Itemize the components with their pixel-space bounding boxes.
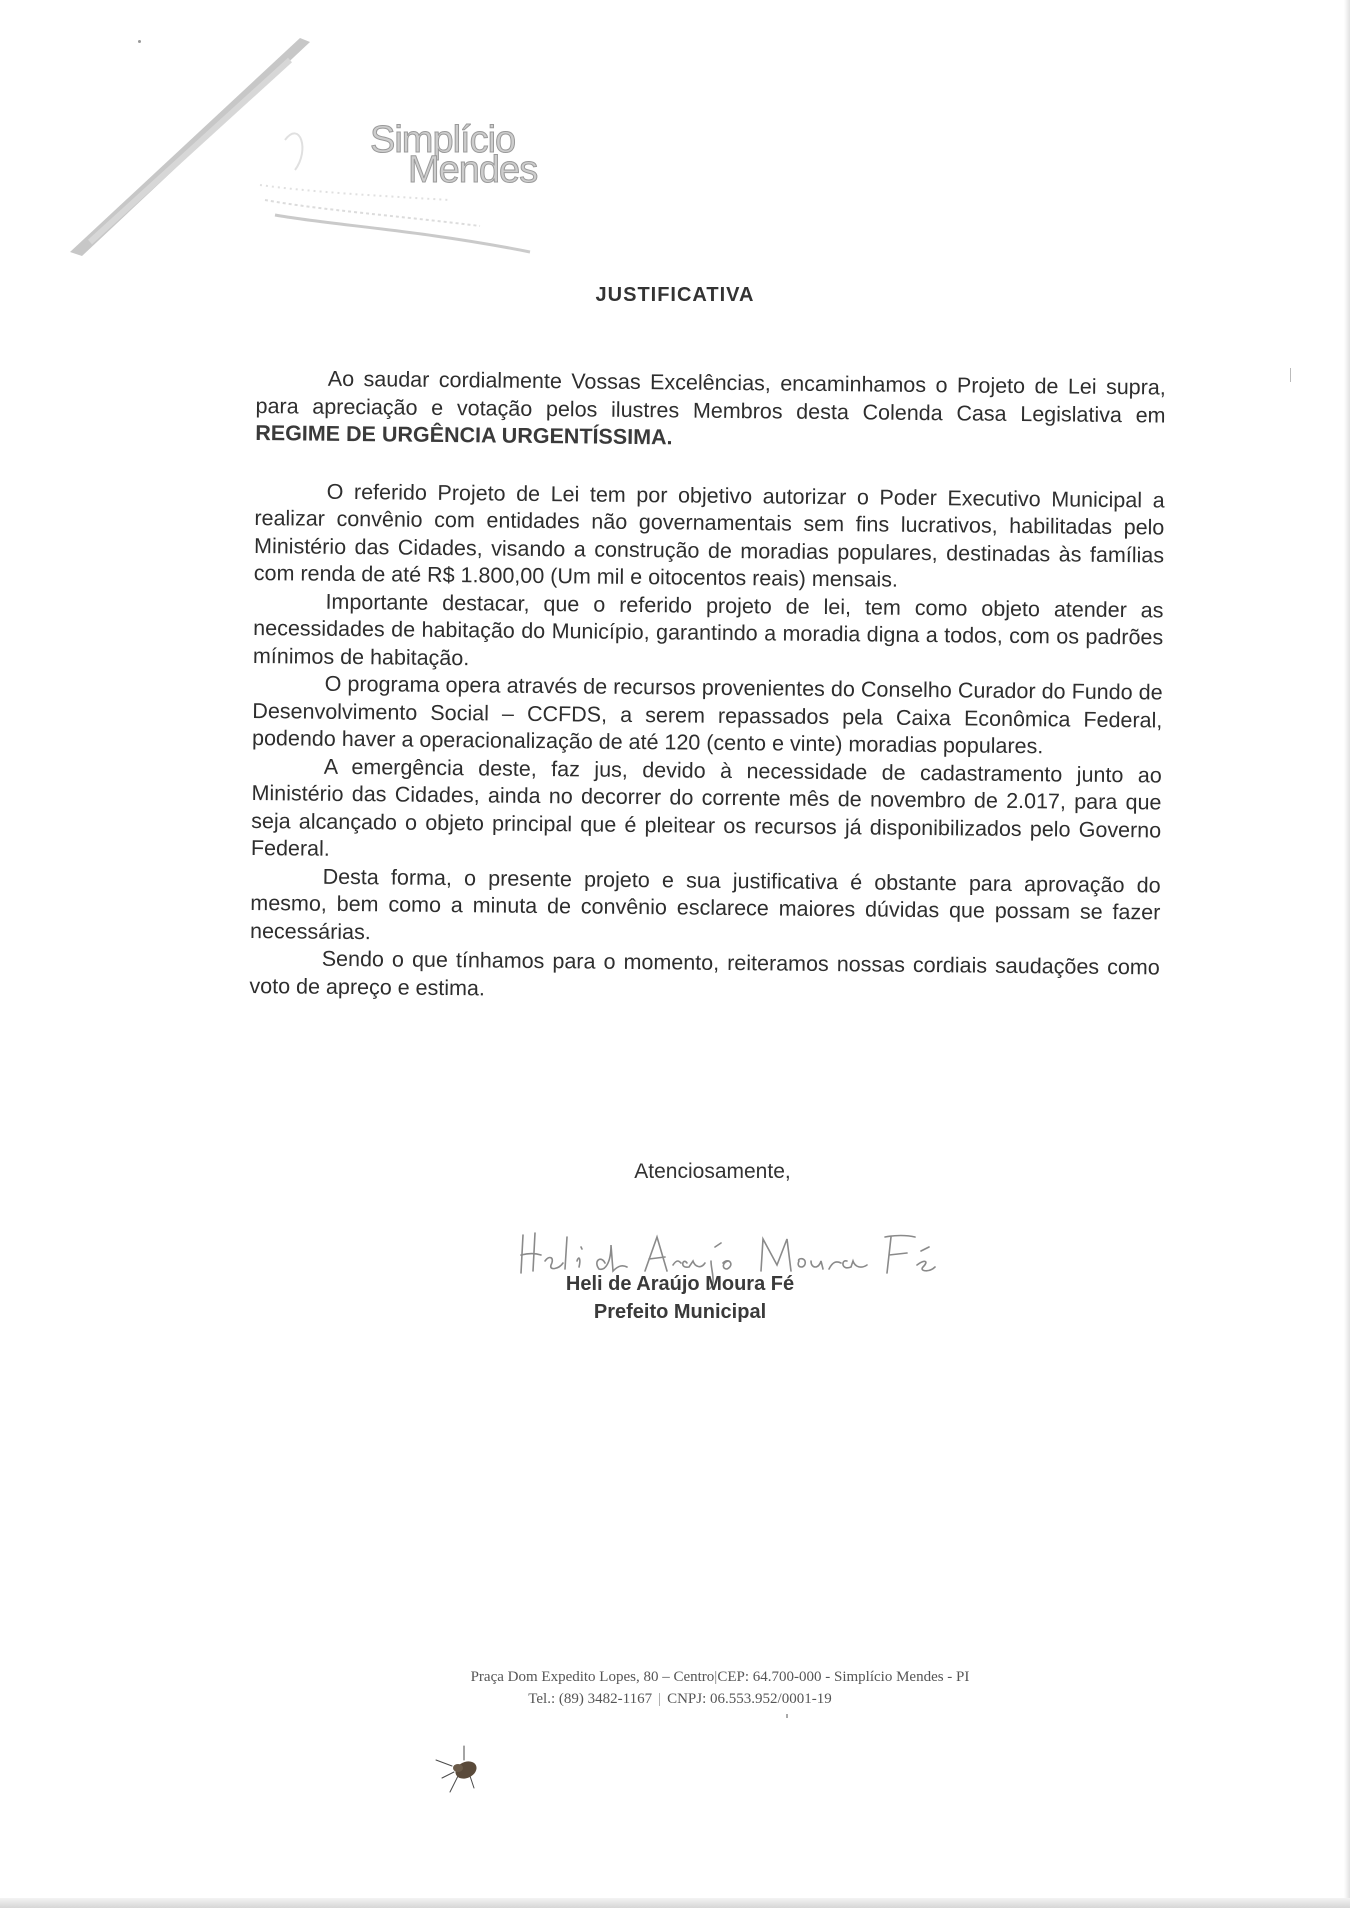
logo-wordmark [370,119,590,191]
closing-text: Atenciosamente, [634,1160,791,1183]
document-title: JUSTIFICATIVA [595,284,755,306]
paragraph-4: O programa opera através de recursos provenientes do Conselho Curador do Fundo de Desenvolvimento Social – CCFDS, a serem repassados pela Caixa Econômica Federal, podendo haver a operacionalização de até 120 (cento e vinte) moradias populares. [251,671,1163,759]
footer-phone: Tel.: (89) 3482-1167 [528,1691,653,1707]
footer-line-2 [10,1688,1350,1710]
footer-separator-1: | [714,1669,718,1685]
scan-speck [786,1714,788,1718]
footer-separator-2: | [658,1691,662,1707]
signer-name: Heli de Araújo Moura Fé [565,1273,795,1295]
paragraph-6: Desta forma, o presente projeto e sua justificativa é obstante para aprovação do mesmo, bem como a minuta de convênio esclarece maiores dúvidas que possam se fazer necessárias. [249,864,1161,944]
paragraph-5: A emergência deste, faz jus, devido à necessidade de cadastramento junto ao Ministério das Cidades, ainda no decorrer do corrente mês de novembro de 2.017, para que seja alcançado o objeto principal que é pleitear os recursos já disponibilizados pelo Governo Federal. [250,754,1162,861]
paragraph-7: Sendo o que tínhamos para o momento, reiteramos nossas cordiais saudações como voto de apreço e estima. [249,946,1160,1000]
scan-speck [1290,368,1291,382]
footer-line-1 [90,1666,1350,1688]
scan-edge-bottom [0,1898,1350,1908]
logo-line-2: Mendes [408,149,538,191]
urgency-emphasis: REGIME DE URGÊNCIA URGENTÍSSIMA. [255,420,673,450]
signer-title: Prefeito Municipal [593,1301,767,1323]
scan-speck [138,40,141,43]
paragraph-1 [255,365,1166,457]
insect-smudge-icon [428,1738,498,1798]
footer-address-prefix: Praça Dom Expedito Lopes, 80 – Centro [470,1669,715,1685]
closing-salutation [0,1160,1350,1184]
signer-block [0,1270,1350,1326]
paragraph-2: O referido Projeto de Lei tem por objetivo autorizar o Poder Executivo Municipal a realizar convênio com entidades não governamentais sem fins lucrativos, habilitadas pelo Ministério das Cidades, visando a construção de moradias populares, destinadas às famílias com renda de até R$ 1.800,00 (Um mil e oitocentos reais) mensais. [253,479,1165,592]
footer-cnpj: CNPJ: 06.553.952/0001-19 [667,1691,832,1707]
paragraph-1-text: Ao saudar cordialmente Vossas Excelências, encaminhamos o Projeto de Lei supra, para apreciação e votação pelos ilustres Membros desta Colenda Casa Legislativa em [255,366,1166,428]
footer-address [0,1666,1350,1710]
paragraph-3: Importante destacar, que o referido projeto de lei, tem como objeto atender as necessidades de habitação do Município, garantindo a moradia digna a todos, com os padrões mínimos de habitação. [252,589,1164,670]
logo-line-1: Simplício [370,119,516,161]
footer-address-suffix: CEP: 64.700-000 - Simplício Mendes - PI [717,1669,970,1685]
document-body [249,365,1166,1009]
